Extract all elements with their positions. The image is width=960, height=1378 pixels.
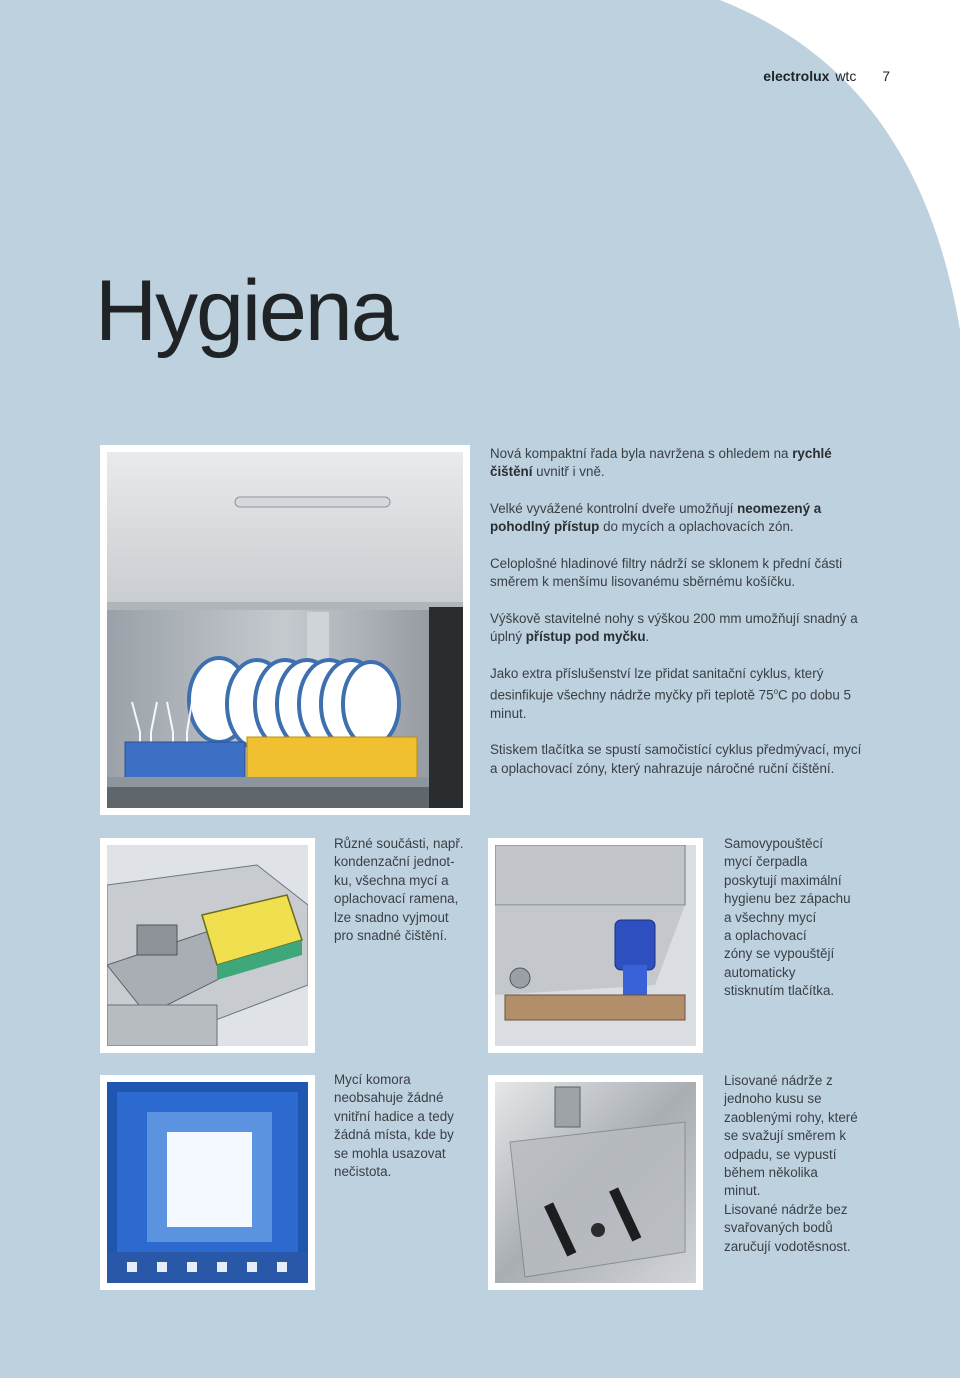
brand-subtitle: wtc: [835, 68, 857, 84]
pump-photo: [488, 838, 703, 1053]
page-number: 7: [882, 68, 890, 84]
chamber-caption: Mycí komora neobsahuje žádné vnitřní hadice a tedy žádná místa, kde by se mohla usazovat nečistota.: [334, 1072, 454, 1180]
intro-paragraph-1: Nová kompaktní řada byla navržena s ohledem na rychlé čištění uvnitř i vně.: [490, 446, 832, 480]
page-header: [763, 68, 890, 84]
pumps-caption: Samovypouštěcí mycí čerpadla poskytují maximální hygienu bez zápachu a všechny mycí a oplachovací zóny se vypouštějí automaticky stisknutím tlačítka.: [724, 836, 851, 999]
intro-paragraph-2: Velké vyvážené kontrolní dveře umožňují neomezený a pohodlný přístup do mycích a oplachovacích zón.: [490, 500, 822, 535]
brand-name: electrolux: [763, 68, 830, 84]
intro-text: [490, 445, 870, 796]
intro-paragraph-6: Stiskem tlačítka se spustí samočistící cyklus předmývací, mycí a oplachovací zóny, který nahrazuje náročné ruční čištění.: [490, 742, 862, 776]
chamber-photo: [100, 1075, 315, 1290]
page-title: Hygiena: [95, 263, 397, 359]
tanks-caption: Lisované nádrže z jednoho kusu se zaoblenými rohy, které se svažují směrem k odpadu, se vypustí během několika minut. Lisované nádrže bez svařovaných bodů zaručují vodotěsnost.: [724, 1073, 858, 1254]
tank-photo: [488, 1075, 703, 1290]
components-caption: Různé součásti, např. kondenzační jednot- ku, všechna mycí a oplachovací ramena, lze snadno vyjmout pro snadné čištění.: [334, 836, 464, 944]
dishwasher-photo: [100, 445, 470, 815]
components-photo: [100, 838, 315, 1053]
intro-paragraph-5: Jako extra příslušenství lze přidat sanitační cyklus, který desinfikuje všechny nádrže myčky při teplotě 75$^o$C po dobu 5 minut.: [490, 665, 851, 721]
intro-paragraph-4: Výškově stavitelné nohy s výškou 200 mm umožňují snadný a úplný přístup pod myčku.: [490, 610, 858, 644]
intro-paragraph-3: Celoplošné hladinové filtry nádrží se sklonem k přední části směrem k menšímu lisovanému sběrnému košíčku.: [490, 555, 843, 590]
